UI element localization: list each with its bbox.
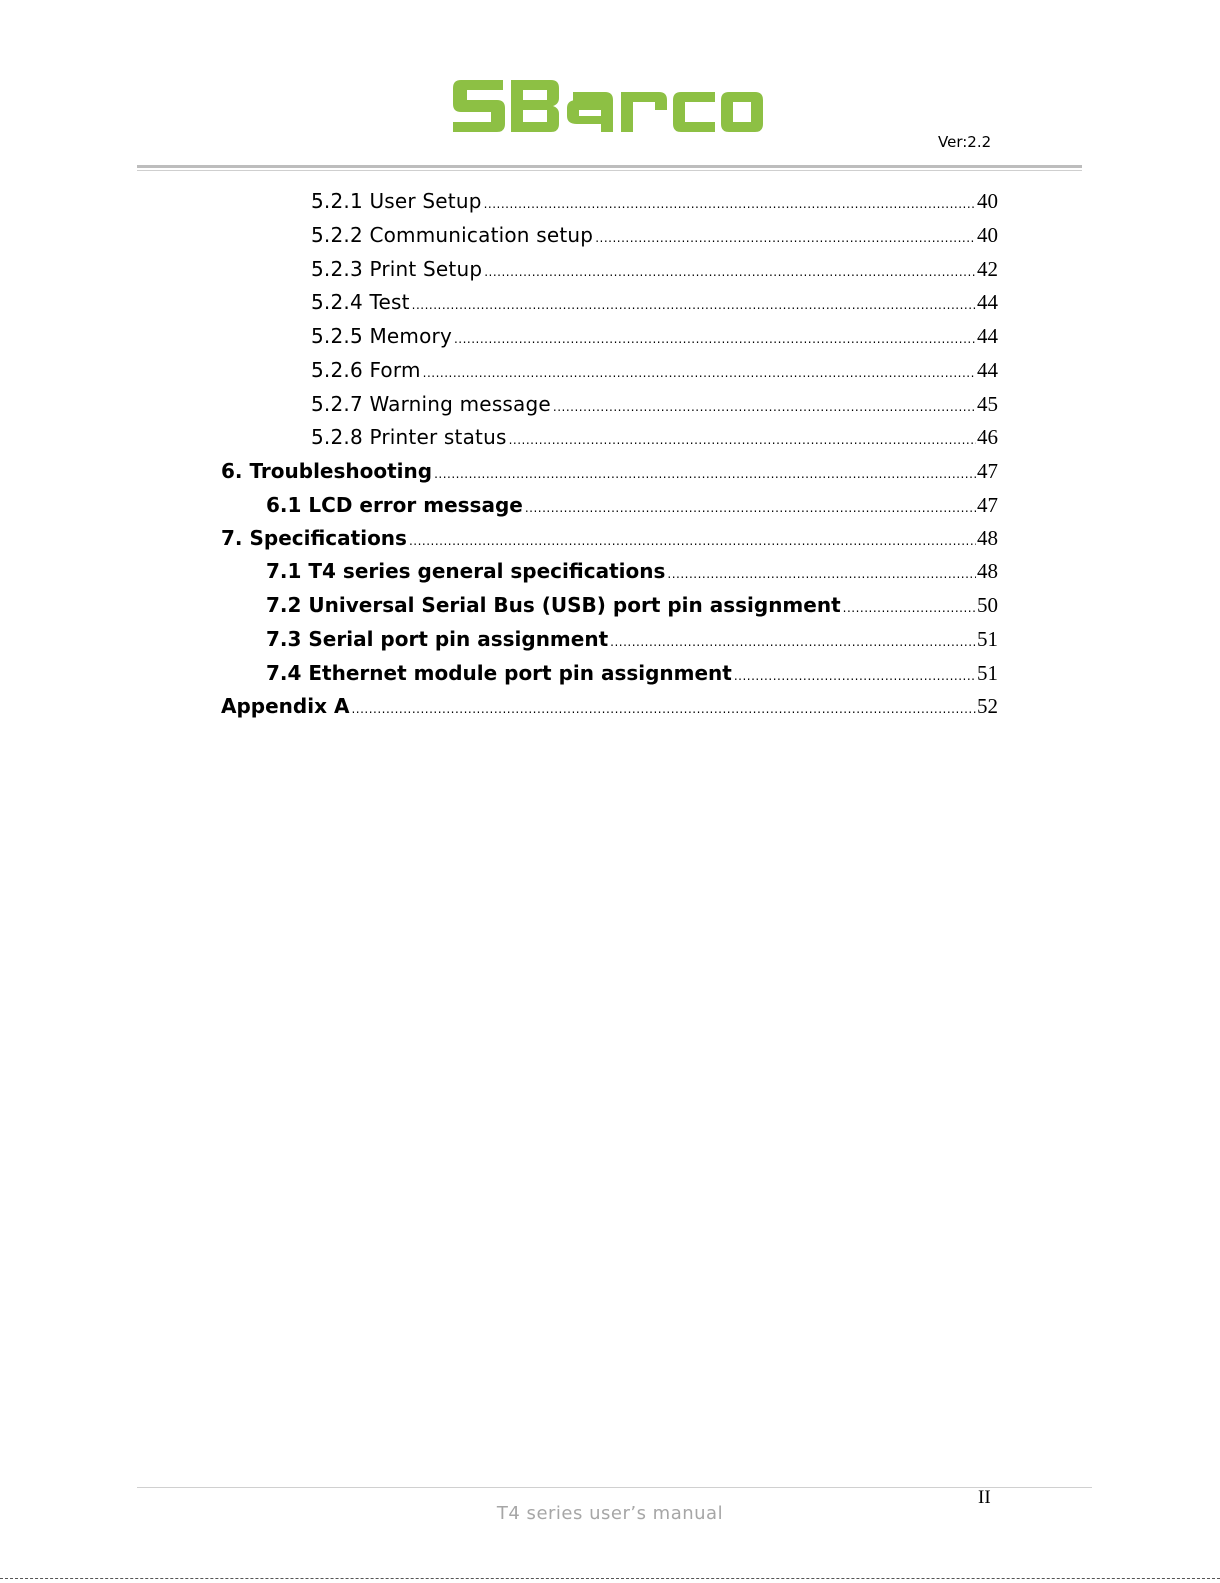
toc-entry[interactable] xyxy=(311,189,998,219)
toc-leader xyxy=(412,298,976,312)
toc-leader xyxy=(595,231,976,245)
sbarco-logo-icon xyxy=(453,78,763,134)
toc-page-number: 40 xyxy=(977,223,998,247)
toc-leader xyxy=(351,702,976,716)
toc-leader xyxy=(553,400,976,414)
toc-entry-label: 5.2.2 Communication setup xyxy=(311,223,594,247)
toc-leader xyxy=(454,332,976,346)
toc-entry[interactable] xyxy=(311,425,998,455)
toc-entry-label: 5.2.3 Print Setup xyxy=(311,257,483,281)
toc-page-number: 45 xyxy=(977,392,998,416)
toc-page-number: 48 xyxy=(977,526,998,550)
toc-leader xyxy=(484,265,976,279)
toc-entry[interactable] xyxy=(266,493,998,523)
toc-page-number: 52 xyxy=(977,694,998,718)
toc-entry-label: Appendix A xyxy=(221,694,350,718)
footer-divider xyxy=(137,1487,1092,1488)
toc-leader xyxy=(509,433,976,447)
toc-leader xyxy=(843,601,976,615)
toc-leader xyxy=(525,501,976,515)
toc-leader xyxy=(610,635,976,649)
toc-entry[interactable] xyxy=(221,694,998,724)
toc-page-number: 50 xyxy=(977,593,998,617)
version-label: Ver:2.2 xyxy=(938,133,992,151)
toc-entry-label: 6.1 LCD error message xyxy=(266,493,523,517)
toc-page-number: 51 xyxy=(977,627,998,651)
toc-page-number: 51 xyxy=(977,661,998,685)
toc-entry-label: 5.2.4 Test xyxy=(311,290,410,314)
toc-entry-label: 5.2.7 Warning message xyxy=(311,392,551,416)
toc-entry-label: 7. Specifications xyxy=(221,526,407,550)
toc-page-number: 44 xyxy=(977,358,998,382)
header-divider xyxy=(137,165,1082,172)
toc-entry[interactable] xyxy=(311,223,998,253)
toc-entry-label: 7.3 Serial port pin assignment xyxy=(266,627,609,651)
toc-entry[interactable] xyxy=(311,257,998,287)
toc-leader xyxy=(434,467,976,481)
toc-entry-label: 7.2 Universal Serial Bus (USB) port pin assignment xyxy=(266,593,841,617)
toc-leader xyxy=(423,366,976,380)
toc-page-number: 42 xyxy=(977,257,998,281)
toc-entry-label: 5.2.8 Printer status xyxy=(311,425,507,449)
toc-entry[interactable] xyxy=(266,559,998,589)
toc-entry-label: 7.4 Ethernet module port pin assignment xyxy=(266,661,732,685)
toc-entry-label: 6. Troubleshooting xyxy=(221,459,433,483)
toc-entry-label: 5.2.6 Form xyxy=(311,358,421,382)
toc-entry[interactable] xyxy=(311,358,998,388)
toc-entry[interactable] xyxy=(266,661,998,691)
toc-leader xyxy=(409,534,976,548)
page-edge xyxy=(0,1578,1220,1579)
toc-page-number: 47 xyxy=(977,493,998,517)
toc-entry-label: 7.1 T4 series general specifications xyxy=(266,559,666,583)
toc-entry[interactable] xyxy=(311,392,998,422)
toc-page-number: 44 xyxy=(977,290,998,314)
toc-entry[interactable] xyxy=(311,324,998,354)
toc-leader xyxy=(484,197,976,211)
brand-logo xyxy=(453,78,763,138)
toc-entry[interactable] xyxy=(266,593,998,623)
toc-page-number: 40 xyxy=(977,189,998,213)
toc-entry[interactable] xyxy=(221,459,998,489)
toc-page-number: 46 xyxy=(977,425,998,449)
toc-page-number: 44 xyxy=(977,324,998,348)
toc-entry-label: 5.2.5 Memory xyxy=(311,324,452,348)
toc-page-number: 48 xyxy=(977,559,998,583)
footer-title: T4 series user’s manual xyxy=(496,1503,724,1524)
page-number: II xyxy=(978,1487,991,1508)
toc-page-number: 47 xyxy=(977,459,998,483)
toc-entry-label: 5.2.1 User Setup xyxy=(311,189,482,213)
toc-entry[interactable] xyxy=(311,290,998,320)
toc-leader xyxy=(667,567,976,581)
toc-entry[interactable] xyxy=(266,627,998,657)
toc-entry[interactable] xyxy=(221,526,998,556)
toc-leader xyxy=(734,669,976,683)
